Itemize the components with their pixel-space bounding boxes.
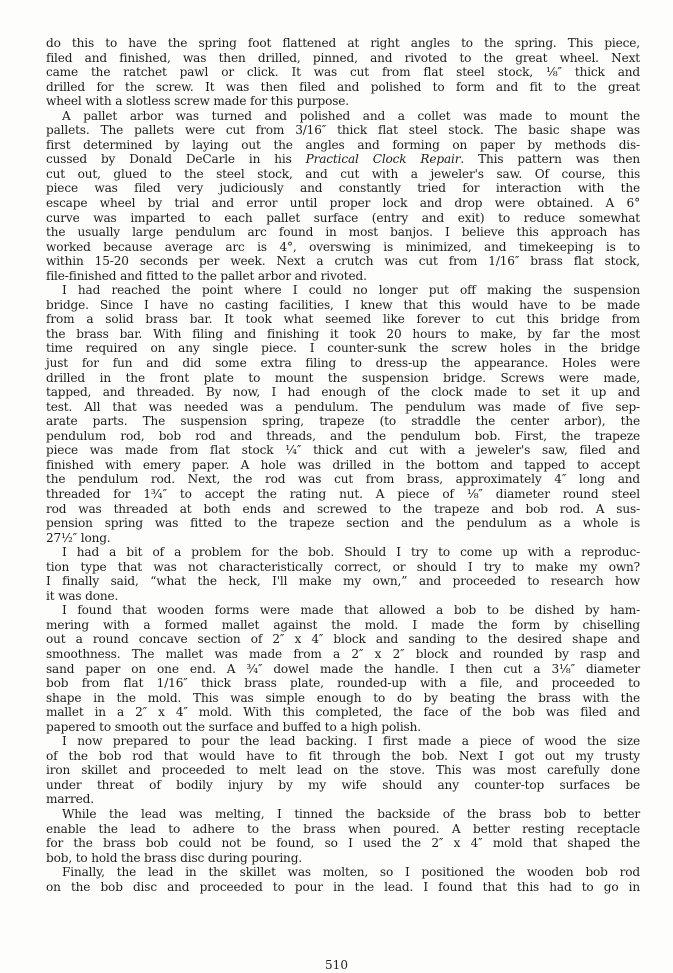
text-line: rod was threaded at both ends and screwed to the trapeze and bob rod. A sus- xyxy=(46,501,640,516)
text-line: filed and finished, was then drilled, pinned, and rivoted to the great wheel. Next xyxy=(46,50,640,65)
text-line: worked because average arc is 4°, overswing is minimized, and timekeeping is to xyxy=(46,239,640,254)
text-line: it was done. xyxy=(46,588,119,603)
paragraph xyxy=(46,545,640,603)
text-line: pallets. The pallets were cut from 3/16″ thick flat steel stock. The basic shape was xyxy=(46,123,640,138)
paragraph xyxy=(46,36,640,109)
text-line: threaded for 1¾″ to accept the rating nut. A piece of ⅛″ diameter round steel xyxy=(46,486,640,501)
text-line: shape in the mold. This was simple enough to do by beating the brass with the xyxy=(46,690,640,705)
text-line: A pallet arbor was turned and polished and a collet was made to mount the xyxy=(62,108,640,123)
text-line: finished with emery paper. A hole was drilled in the bottom and tapped to accept xyxy=(46,457,640,472)
text-line: for the brass bob could not be found, so I used the 2″ x 4″ mold that shaped the xyxy=(46,836,640,851)
text-line: the usually large pendulum arc found in most banjos. I believe this approach has xyxy=(46,225,640,240)
text-line: cussed by Donald DeCarle in his Practical Clock Repair. This pattern was then xyxy=(46,152,640,167)
text-line: bridge. Since I have no casting facilities, I knew that this would have to be made xyxy=(46,297,640,312)
text-line: I now prepared to pour the lead backing. I first made a piece of wood the size xyxy=(62,734,640,749)
text-line: piece was filed very judiciously and constantly tried for interaction with the xyxy=(46,181,640,196)
text-line: mallet in a 2″ x 4″ mold. With this completed, the face of the bob was filed and xyxy=(46,705,640,720)
text-line: time required on any single piece. I counter-sunk the screw holes in the bridge xyxy=(46,341,640,356)
text-line: the pendulum rod. Next, the rod was cut from brass, approximately 4″ long and xyxy=(46,472,640,487)
book-title: Practical Clock Repair xyxy=(305,152,461,167)
text-line: I had reached the point where I could no longer put off making the suspension xyxy=(62,283,640,298)
paragraph xyxy=(46,807,640,865)
paragraph xyxy=(46,865,640,894)
text-line: came the ratchet pawl or click. It was cut from flat steel stock, ⅛″ thick and xyxy=(46,65,640,80)
text-line: file-finished and fitted to the pallet arbor and rivoted. xyxy=(46,268,367,283)
text-line: cut out, glued to the steel stock, and cut with a jeweler's saw. Of course, this xyxy=(46,166,640,181)
text-line: of the bob rod that would have to fit through the bob. Next I got out my trusty xyxy=(46,748,640,763)
text-line: While the lead was melting, I tinned the backside of the brass bob to better xyxy=(62,806,640,821)
text-line: piece was made from flat stock ¼″ thick and cut with a jeweler's saw, filed and xyxy=(46,443,640,458)
text-line: mering with a formed mallet against the mold. I made the form by chiselling xyxy=(46,617,640,632)
text-line: from a solid brass bar. It took what seemed like forever to cut this bridge from xyxy=(46,312,640,327)
text-line: drilled in the front plate to mount the suspension bridge. Screws were made, xyxy=(46,370,640,385)
text-line: sand paper on one end. A ¾″ dowel made the handle. I then cut a 3⅛″ diameter xyxy=(46,661,640,676)
text-line: pension spring was fitted to the trapeze section and the pendulum as a whole is xyxy=(46,516,640,531)
text-line: bob, to hold the brass disc during pouring. xyxy=(46,850,302,865)
text-line: smoothness. The mallet was made from a 2″ x 2″ block and rounded by rasp and xyxy=(46,646,640,661)
paragraph xyxy=(46,283,640,545)
text-line: pendulum rod, bob rod and threads, and the pendulum bob. First, the trapeze xyxy=(46,428,640,443)
text-line: I had a bit of a problem for the bob. Should I try to come up with a reproduc- xyxy=(62,545,640,560)
text-line: iron skillet and proceeded to melt lead on the stove. This was most carefully done xyxy=(46,763,640,778)
text-line: the brass bar. With filing and finishing it took 20 hours to make, by far the most xyxy=(46,326,640,341)
text-line: enable the lead to adhere to the brass when poured. A better resting receptacle xyxy=(46,821,640,836)
text-line: curve was imparted to each pallet surface (entry and exit) to reduce somewhat xyxy=(46,210,640,225)
text-line: escape wheel by trial and error until proper lock and drop were obtained. A 6° xyxy=(46,196,640,211)
text-line: arate parts. The suspension spring, trapeze (to straddle the center arbor), the xyxy=(46,414,640,429)
text-line: do this to have the spring foot flattened at right angles to the spring. This piece, xyxy=(46,36,640,50)
text-line: tapped, and threaded. By now, I had enough of the clock made to set it up and xyxy=(46,385,640,400)
paragraph xyxy=(46,109,640,284)
text-line: Finally, the lead in the skillet was molten, so I positioned the wooden bob rod xyxy=(62,865,640,880)
text-line: first determined by laying out the angles and forming on paper by methods dis- xyxy=(46,137,640,152)
text-line: under threat of bodily injury by my wife should any counter-top surfaces be xyxy=(46,777,640,792)
paragraph xyxy=(46,734,640,807)
text-line: on the bob disc and proceeded to pour in the lead. I found that this had to go in xyxy=(46,879,640,894)
text-line: papered to smooth out the surface and buffed to a high polish. xyxy=(46,719,421,734)
body-text-column xyxy=(46,36,640,894)
text-line: tion type that was not characteristically correct, or should I try to make my own? xyxy=(46,559,640,574)
text-line: I finally said, “what the heck, I'll make my own,” and proceeded to research how xyxy=(46,574,640,589)
page-number: 510 xyxy=(325,958,348,972)
text-line: out a round concave section of 2″ x 4″ block and sanding to the desired shape and xyxy=(46,632,640,647)
text-line: 27½″ long. xyxy=(46,530,111,545)
text-line: just for fun and did some extra filing to dress-up the appearance. Holes were xyxy=(46,356,640,371)
text-line: bob from flat 1/16″ thick brass plate, rounded-up with a file, and proceeded to xyxy=(46,676,640,691)
text-line: wheel with a slotless screw made for this purpose. xyxy=(46,94,349,109)
text-line: within 15-20 seconds per week. Next a crutch was cut from 1/16″ brass flat stock, xyxy=(46,254,640,269)
text-line: drilled for the screw. It was then filed and polished to form and fit to the great xyxy=(46,79,640,94)
paragraph xyxy=(46,603,640,734)
text-line: I found that wooden forms were made that allowed a bob to be dished by ham- xyxy=(62,603,640,618)
text-line: test. All that was needed was a pendulum. The pendulum was made of five sep- xyxy=(46,399,640,414)
text-line: marred. xyxy=(46,792,94,807)
